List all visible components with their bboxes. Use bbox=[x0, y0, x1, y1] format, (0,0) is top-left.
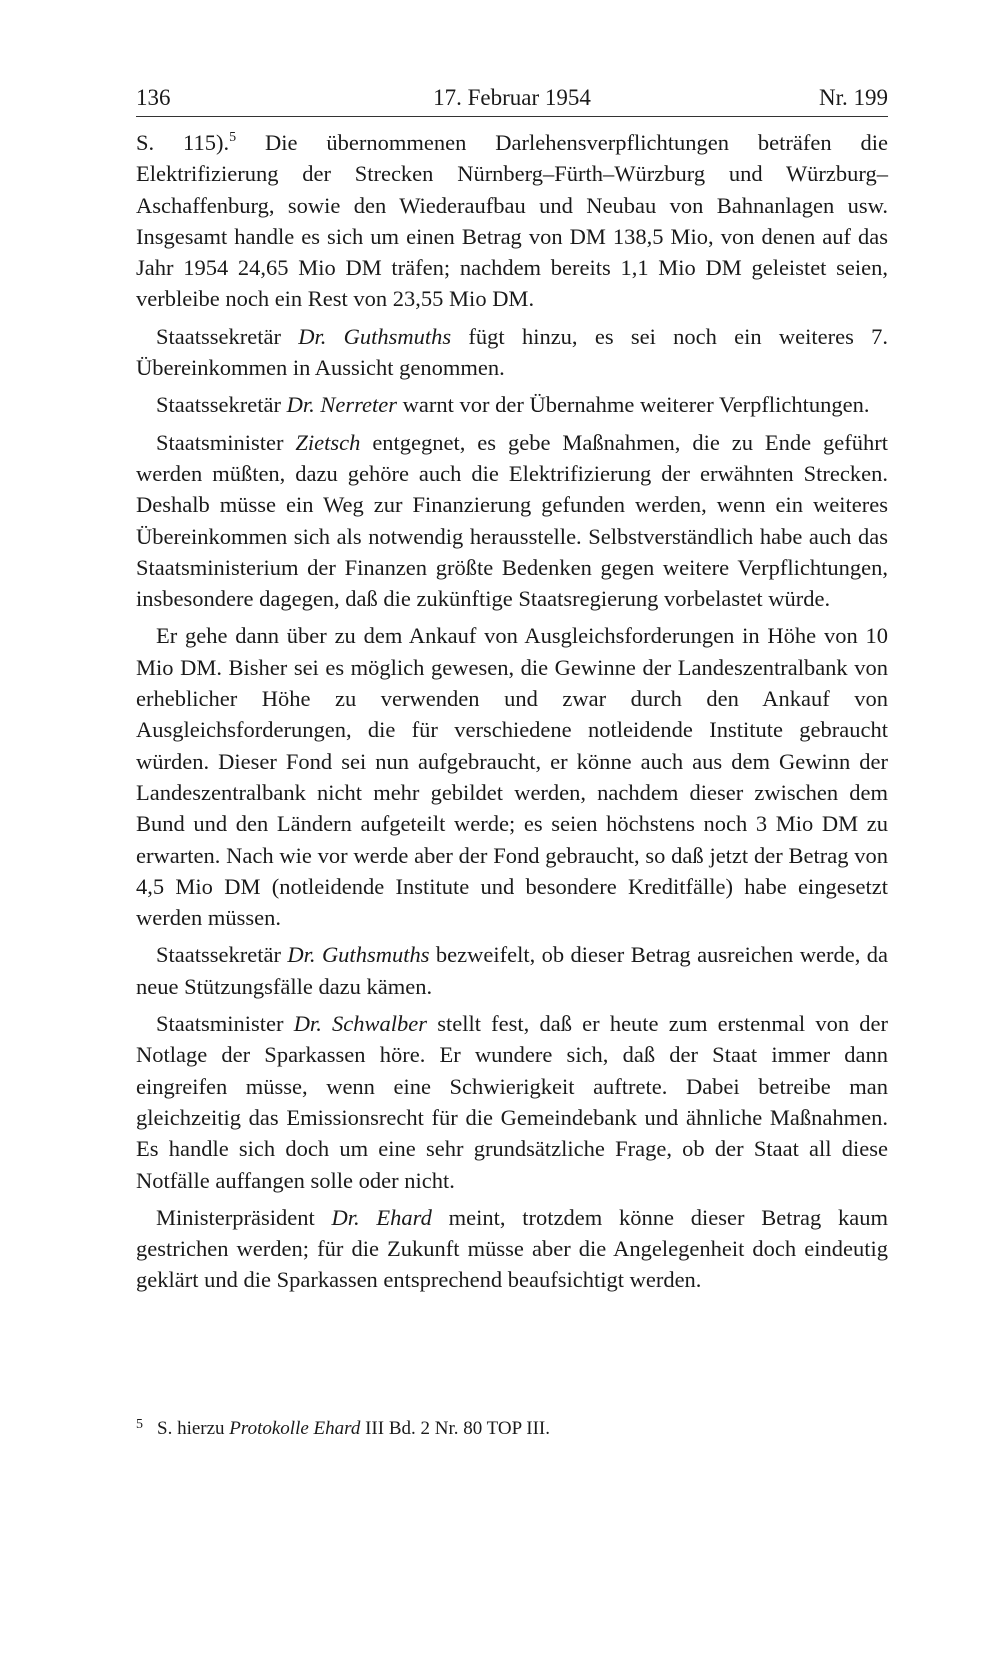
footnote-reference: 5 bbox=[229, 130, 237, 145]
paragraph bbox=[136, 939, 888, 1002]
speaker-name: Dr. Ehard bbox=[331, 1204, 432, 1230]
text-segment: entgegnet, es gebe Maßnahmen, die zu Ende geführt werden müßten, dazu gehöre auch die Elektrifizierung der erwähnten Strecken. Deshalb müsse ein Weg zur Finanzierung gefunden werden, wenn ein weiteres Übereinkommen sich als notwendig herausstelle. Selbstverständlich habe auch das Staatsministerium der Finanzen größte Bedenken gegen weitere Verpflichtungen, insbesondere dagegen, daß die zukünftige Staatsregierung vorbelastet würde. bbox=[136, 429, 888, 612]
footnote-title: Protokolle Ehard bbox=[229, 1418, 361, 1439]
text-segment: Staatssekretär bbox=[156, 942, 288, 968]
paragraph bbox=[136, 389, 888, 420]
text-segment: bezweifelt, ob dieser Betrag ausreichen werde, da neue Stützungsfälle dazu kämen. bbox=[136, 942, 888, 999]
page bbox=[136, 78, 888, 1302]
footnote-text: S. hierzu bbox=[157, 1418, 230, 1439]
text-segment: S. 115). bbox=[136, 130, 230, 155]
footnote bbox=[136, 1412, 888, 1442]
paragraph: Er gehe dann über zu dem Ankauf von Ausgleichsforderungen in Höhe von 10 Mio DM. Bisher sei es möglich gewesen, die Gewinne der Landeszentralbank von erheblicher Höhe zu verwenden und zwar durch den Ankauf von Ausgleichsforderungen, die für verschiedene notleidende Institute gebraucht würden. Dieser Fond sei nun aufgebraucht, er könne auch aus dem Gewinn der Landeszentralbank nicht mehr gebildet werden, nachdem dieser zwischen dem Bund und den Ländern aufgeteilt werde; es seien höchstens noch 3 Mio DM zu erwarten. Nach wie vor werde aber der Fond gebraucht, so daß jetzt der Betrag von 4,5 Mio DM (notleidende Institute und besondere Kreditfälle) habe eingesetzt werden müssen. bbox=[136, 623, 888, 931]
text-segment: warnt vor der Übernahme weiterer Verpflichtungen. bbox=[397, 392, 870, 418]
paragraph bbox=[136, 127, 888, 315]
footnotes bbox=[136, 1412, 888, 1442]
text-segment: Staatsminister bbox=[156, 1011, 294, 1037]
document-number: Nr. 199 bbox=[819, 85, 888, 110]
text-segment: Staatsminister bbox=[156, 429, 296, 455]
text-segment: stellt fest, daß er heute zum erstenmal von der Notlage der Sparkassen höre. Er wundere sich, daß der Staat immer dann eingreifen müsse, wenn eine Schwierigkeit auftrete. Dabei betreibe man gleichzeitig das Emissionsrecht für die Gemeindebank und ähnliche Maßnahmen. Es handle sich doch um eine sehr grundsätzliche Frage, ob der Staat all diese Notfälle auffangen solle oder nicht. bbox=[136, 1011, 888, 1193]
paragraph bbox=[136, 427, 888, 615]
page-number: 136 bbox=[136, 85, 171, 110]
speaker-name: Dr. Nerreter bbox=[286, 392, 397, 418]
paragraph bbox=[136, 1008, 888, 1196]
footnote-number: 5 bbox=[136, 1417, 143, 1432]
text-segment: Staatssekretär bbox=[156, 323, 299, 349]
paragraph bbox=[136, 1202, 888, 1296]
paragraph bbox=[136, 321, 888, 384]
running-head bbox=[136, 78, 888, 117]
text-segment: fügt hinzu, es sei noch ein weiteres 7. Übereinkommen in Aussicht genommen. bbox=[136, 323, 888, 381]
text-segment: meint, trotzdem könne dieser Betrag kaum gestrichen werden; für die Zukunft müsse aber die Angelegenheit doch eindeutig geklärt und die Sparkassen entsprechend beaufsichtigt werden. bbox=[136, 1204, 888, 1293]
speaker-name: Dr. Schwalber bbox=[293, 1011, 428, 1037]
speaker-name: Dr. Guthsmuths bbox=[287, 942, 430, 968]
speaker-name: Dr. Guthsmuths bbox=[298, 323, 452, 349]
text-segment: Staatssekretär bbox=[156, 392, 287, 418]
body-text bbox=[136, 127, 888, 1296]
speaker-name: Zietsch bbox=[295, 429, 361, 455]
header-date: 17. Februar 1954 bbox=[433, 85, 591, 110]
footnote-text: III Bd. 2 Nr. 80 TOP III. bbox=[360, 1418, 550, 1439]
text-segment: Die übernommenen Darlehensverpflichtungen beträfen die Elektrifizierung der Strecken Nürnberg–Fürth–Würzburg und Würzburg–Aschaffenburg, sowie den Wiederaufbau und Neubau von Bahnanlagen usw. Insgesamt handle es sich um einen Betrag von DM 138,5 Mio, von denen auf das Jahr 1954 24,65 Mio DM träfen; nachdem bereits 1,1 Mio DM geleistet seien, verbleibe noch ein Rest von 23,55 Mio DM. bbox=[136, 130, 888, 312]
text-segment: Ministerpräsident bbox=[156, 1204, 332, 1230]
